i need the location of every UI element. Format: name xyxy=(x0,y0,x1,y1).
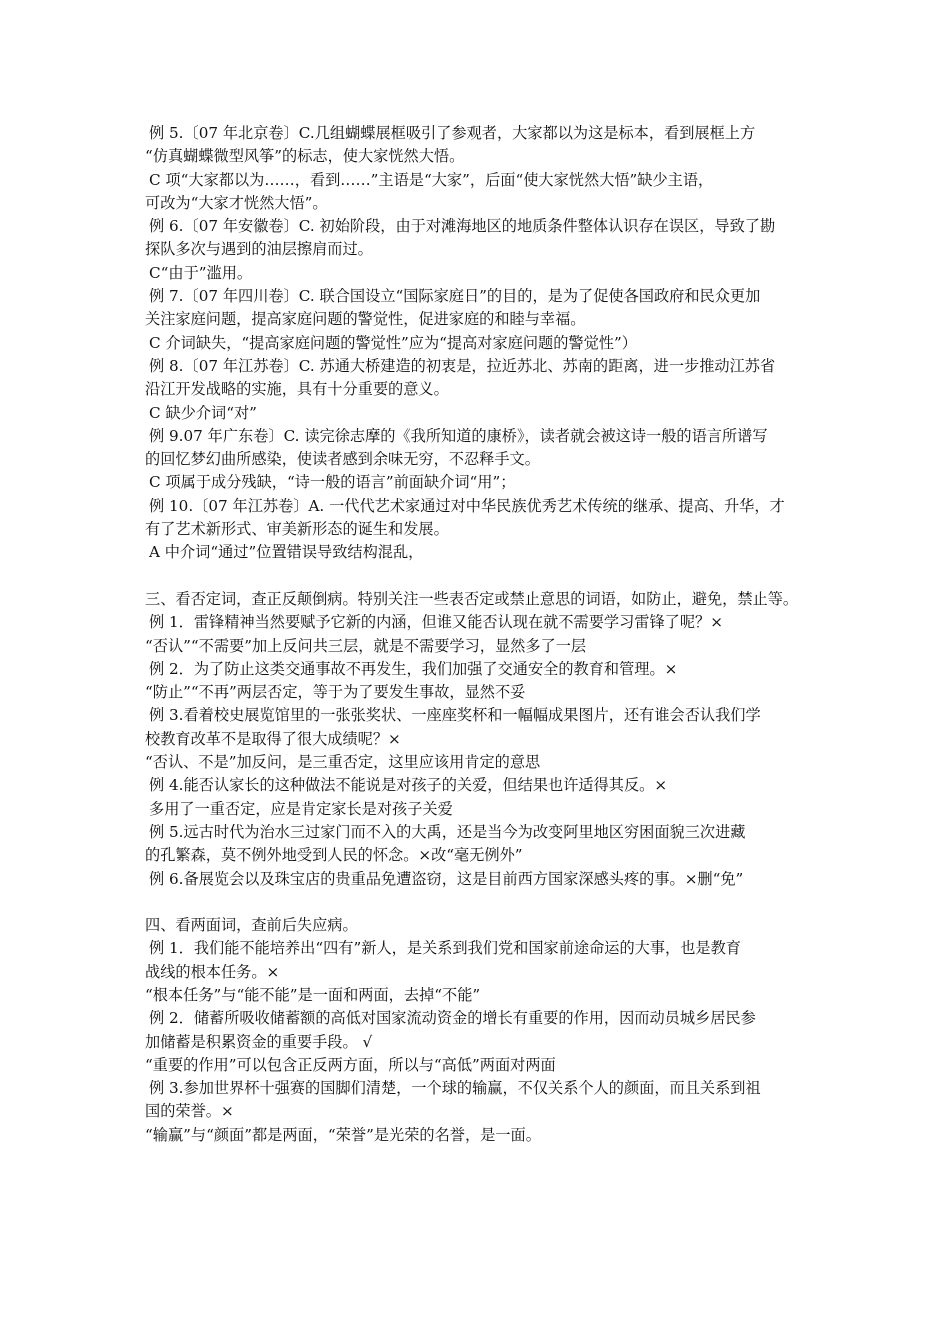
s4-example-3-line-2: 国的荣誉。× xyxy=(145,1102,234,1121)
example-7-line-1: 例 7.〔07 年四川卷〕C. 联合国设立“国际家庭日”的目的，是为了促使各国政府和民众更加 xyxy=(149,287,761,306)
s3-example-1-analysis: “否认”“不需要”加上反问共三层，就是不需要学习，显然多了一层 xyxy=(145,636,587,655)
s4-example-1-line-1: 例 1．我们能不能培养出“四有”新人，是关系到我们党和国家前途命运的大事，也是教育 xyxy=(149,939,741,958)
example-6-line-2: 探队多次与遇到的油层擦肩而过。 xyxy=(145,240,373,259)
example-10-line-1: 例 10.〔07 年江苏卷〕A. 一代代艺术家通过对中华民族优秀艺术传统的继承、提高、升华，才 xyxy=(149,496,785,515)
example-5-line-2: “仿真蝴蝶微型风筝”的标志，使大家恍然大悟。 xyxy=(145,147,465,166)
document-page xyxy=(145,122,825,1147)
example-9-analysis: C 项属于成分残缺，“诗一般的语言”前面缺介词“用”； xyxy=(149,473,516,492)
example-10-line-2: 有了艺术新形式、审美新形态的诞生和发展。 xyxy=(145,520,449,539)
s3-example-3-analysis: “否认、不是”加反问，是三重否定，这里应该用肯定的意思 xyxy=(145,753,541,772)
s4-example-1-analysis: “根本任务”与“能不能”是一面和两面，去掉“不能” xyxy=(145,985,481,1004)
s3-example-1: 例 1．雷锋精神当然要赋予它新的内涵，但谁又能否认现在就不需要学习雷锋了呢？× xyxy=(149,613,723,632)
paragraph-spacer xyxy=(145,891,825,914)
section-3-heading: 三、看否定词，查正反颠倒病。特别关注一些表否定或禁止意思的词语，如防止，避免，禁止等。 xyxy=(145,589,799,608)
s3-example-4: 例 4.能否认家长的这种做法不能说是对孩子的关爱，但结果也许适得其反。× xyxy=(149,776,668,795)
example-8-line-1: 例 8.〔07 年江苏卷〕C. 苏通大桥建造的初衷是，拉近苏北、苏南的距离，进一步推动江苏省 xyxy=(149,356,776,375)
s4-example-1-line-2: 战线的根本任务。× xyxy=(145,962,280,981)
s3-example-6: 例 6.备展览会以及珠宝店的贵重品免遭盗窃，这是目前西方国家深感头疼的事。×删“免” xyxy=(149,869,744,888)
example-8-line-2: 沿江开发战略的实施，具有十分重要的意义。 xyxy=(145,380,449,399)
s3-example-4-analysis: 多用了一重否定，应是肯定家长是对孩子关爱 xyxy=(149,799,453,818)
example-10-analysis: A 中介词“通过”位置错误导致结构混乱， xyxy=(149,543,424,562)
paragraph-spacer xyxy=(145,565,825,588)
section-3 xyxy=(145,588,825,891)
s4-example-2-line-2: 加储蓄是积累资金的重要手段。 √ xyxy=(145,1032,373,1051)
s4-example-2-line-1: 例 2．储蓄所吸收储蓄额的高低对国家流动资金的增长有重要的作用，因而动员城乡居民参 xyxy=(149,1009,756,1028)
example-9-line-2: 的回忆梦幻曲所感染，使读者感到余味无穷，不忍释手文。 xyxy=(145,450,540,469)
example-8-analysis: C 缺少介词“对” xyxy=(149,403,257,422)
example-7-line-2: 关注家庭问题，提高家庭问题的警觉性，促进家庭的和睦与幸福。 xyxy=(145,310,586,329)
example-9-line-1: 例 9.07 年广东卷〕C. 读完徐志摩的《我所知道的康桥》，读者就会被这诗一般的语言所谱写 xyxy=(149,426,768,445)
s4-example-2-analysis: “重要的作用”可以包含正反两方面，所以与“高低”两面对两面 xyxy=(145,1055,556,1074)
s4-example-3-line-1: 例 3.参加世界杯十强赛的国脚们清楚，一个球的输赢，不仅关系个人的颜面，而且关系到祖 xyxy=(149,1079,761,1098)
section-4 xyxy=(145,914,825,1147)
section-2-examples xyxy=(145,122,825,565)
s3-example-5-line-1: 例 5.远古时代为治水三过家门而不入的大禹，还是当今为改变阿里地区穷困面貌三次进藏 xyxy=(149,822,746,841)
example-5-analysis-line-2: 可改为“大家才恍然大悟”。 xyxy=(145,193,328,212)
example-6-analysis: C“由于”滥用。 xyxy=(149,263,253,282)
s3-example-3-line-1: 例 3.看着校史展览馆里的一张张奖状、一座座奖杯和一幅幅成果图片，还有谁会否认我们学 xyxy=(149,706,761,725)
example-6-line-1: 例 6.〔07 年安徽卷〕C. 初始阶段，由于对滩海地区的地质条件整体认识存在误区，导致了勘 xyxy=(149,217,776,236)
s3-example-2-analysis: “防止”“不再”两层否定，等于为了要发生事故，显然不妥 xyxy=(145,683,526,702)
example-5-analysis-line-1: C 项“大家都以为……，看到……”主语是“大家”，后面“使大家恍然大悟”缺少主语， xyxy=(149,170,714,189)
s3-example-3-line-2: 校教育改革不是取得了很大成绩呢？× xyxy=(145,729,401,748)
s4-example-3-analysis: “输赢”与“颜面”都是两面，“荣誉”是光荣的名誉，是一面。 xyxy=(145,1125,541,1144)
example-7-analysis: C 介词缺失，“提高家庭问题的警觉性”应为“提高对家庭问题的警觉性”） xyxy=(149,333,637,352)
example-5-line-1: 例 5.〔07 年北京卷〕C.几组蝴蝶展框吸引了参观者，大家都以为这是标本，看到展框上方 xyxy=(149,124,756,142)
s3-example-2: 例 2．为了防止这类交通事故不再发生，我们加强了交通安全的教育和管理。× xyxy=(149,659,678,678)
s3-example-5-line-2: 的孔繁森，莫不例外地受到人民的怀念。×改“毫无例外” xyxy=(145,846,523,865)
section-4-heading: 四、看两面词，查前后失应病。 xyxy=(145,916,358,935)
